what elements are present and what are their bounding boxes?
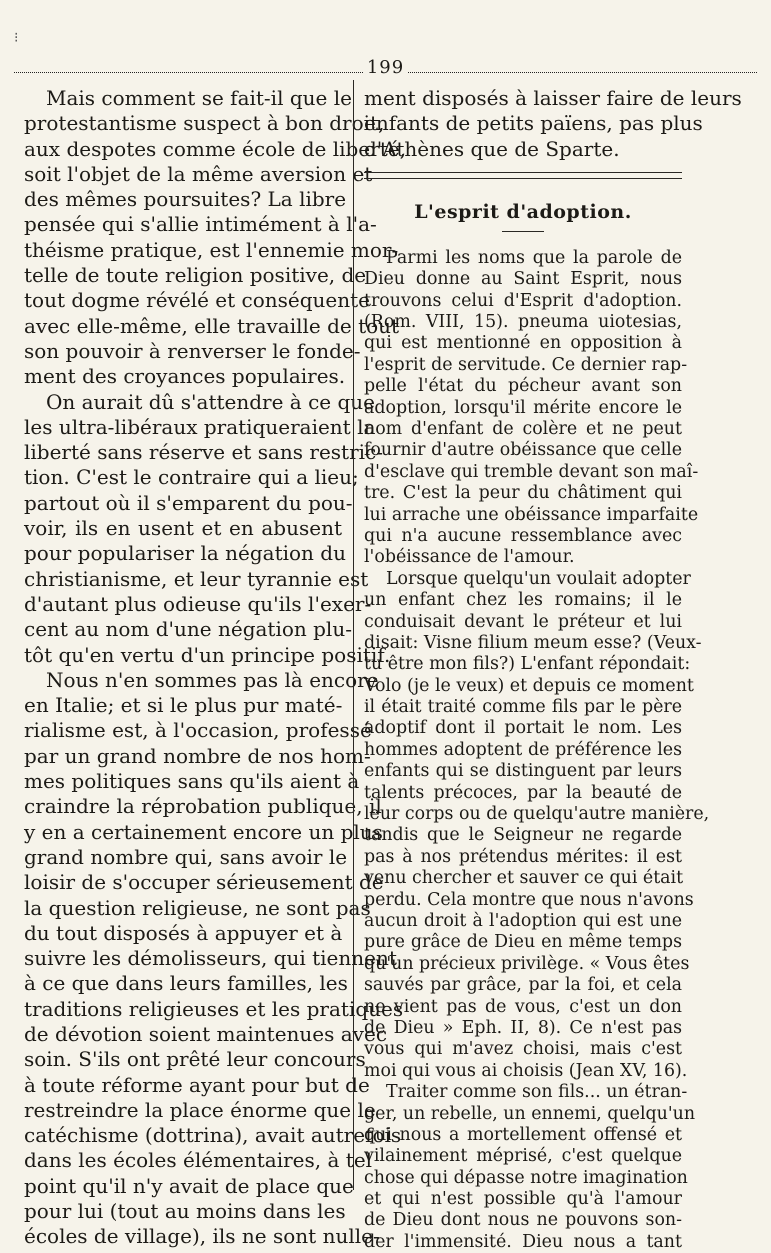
text-line: adoptif dont il portait le nom. Les bbox=[364, 718, 682, 739]
text-line: restreindre la place énorme que le bbox=[24, 1097, 376, 1122]
text-line: disait: Visne filium meum esse? (Veux- bbox=[364, 632, 702, 653]
text-line: théisme pratique, est l'ennemie mor- bbox=[24, 237, 399, 262]
text-line: à ce que dans leurs familles, les bbox=[24, 971, 348, 996]
text-line: leur corps ou de quelqu'autre manière, bbox=[364, 804, 710, 825]
text-line: les ultra-libéraux pratiqueraient la bbox=[24, 414, 376, 439]
text-line: ment disposés à laisser faire de leurs bbox=[364, 86, 742, 110]
text-line: Dieu donne au Saint Esprit, nous bbox=[364, 269, 682, 290]
text-line: cent au nom d'une négation plu- bbox=[24, 617, 352, 642]
text-line: tu être mon fils?) L'enfant répondait: bbox=[364, 654, 691, 675]
text-line: tandis que le Seigneur ne regarde bbox=[364, 825, 682, 846]
text-line: trouvons celui d'Esprit d'adoption. bbox=[364, 290, 682, 311]
text-line: point qu'il n'y avait de place que bbox=[24, 1173, 354, 1198]
text-line: pour lui (tout au moins dans les bbox=[24, 1199, 346, 1224]
text-line: sauvés par grâce, par la foi, et cela bbox=[364, 975, 682, 996]
text-line: qu'un précieux privilège. « Vous êtes bbox=[364, 953, 690, 974]
text-line: il était traité comme fils par le père bbox=[364, 697, 682, 718]
text-line: conduisait devant le préteur et lui bbox=[364, 611, 682, 632]
text-line: grand nombre qui, sans avoir le bbox=[24, 844, 348, 869]
text-line: Mais comment se fait-il que le bbox=[46, 86, 352, 110]
text-line: un enfant chez les romains; il le bbox=[364, 590, 682, 611]
text-line: fournir d'autre obéissance que celle bbox=[364, 440, 682, 461]
text-line: rialisme est, à l'occasion, professé bbox=[24, 718, 372, 743]
text-line: tôt qu'en vertu d'un principe positif. bbox=[24, 642, 391, 667]
page-number bbox=[0, 57, 771, 78]
text-line: mes politiques sans qu'ils aient à bbox=[24, 769, 360, 794]
text-line: son pouvoir à renverser le fonde- bbox=[24, 338, 361, 363]
text-line: de Dieu dont nous ne pouvons son- bbox=[364, 1210, 682, 1231]
text-line: d'Athènes que de Sparte. bbox=[364, 136, 620, 161]
text-line: enfants qui se distinguent par leurs bbox=[364, 761, 682, 782]
section-title: L'esprit d'adoption. bbox=[414, 200, 632, 223]
text-line: Lorsque quelqu'un voulait adopter bbox=[386, 568, 691, 589]
text-line: qui est mentionné en opposition à bbox=[364, 333, 682, 354]
text-line: liberté sans réserve et sans restric- bbox=[24, 440, 383, 465]
text-line: adoption, lorsqu'il mérite encore le bbox=[364, 397, 682, 418]
text-line: l'obéissance de l'amour. bbox=[364, 547, 575, 568]
text-line: d'esclave qui tremble devant son maî- bbox=[364, 461, 699, 482]
text-line: chose qui dépasse notre imagination bbox=[364, 1167, 688, 1188]
text-line: écoles de village), ils ne sont nulle- bbox=[24, 1224, 380, 1249]
text-line: pensée qui s'allie intimément à l'a- bbox=[24, 212, 377, 237]
text-line: aucun droit à l'adoption qui est une bbox=[364, 911, 682, 931]
text-line: hommes adoptent de préférence les bbox=[364, 739, 682, 760]
text-line: vilainement méprisé, c'est quelque bbox=[364, 1146, 682, 1167]
right-column bbox=[364, 86, 742, 1253]
text-line: Traiter comme son fils... un étran- bbox=[386, 1082, 688, 1103]
text-line: Volo (je le veux) et depuis ce moment bbox=[364, 675, 694, 696]
column-divider bbox=[353, 80, 354, 1190]
text-line: avec elle-même, elle travaille de tout bbox=[24, 313, 400, 338]
text-line: protestantisme suspect à bon droit, bbox=[24, 111, 385, 136]
text-line: ne vient pas de vous, c'est un don bbox=[364, 996, 682, 1017]
text-line: (Rom. VIII, 15). pneuma uiotesias, bbox=[364, 312, 682, 333]
text-line: du tout disposés à appuyer et à bbox=[24, 920, 343, 945]
text-line: pelle l'état du pécheur avant son bbox=[364, 376, 682, 397]
text-line: craindre la réprobation publique, il bbox=[24, 794, 382, 819]
text-line: ment des croyances populaires. bbox=[24, 364, 346, 389]
text-line: catéchisme (dottrina), avait autrefois bbox=[24, 1123, 402, 1148]
text-line: d'autant plus odieuse qu'ils l'exer- bbox=[24, 591, 372, 616]
text-line: loisir de s'occuper sérieusement de bbox=[24, 870, 384, 895]
text-line: der l'immensité. Dieu nous a tant bbox=[364, 1231, 682, 1252]
text-line: soit l'objet de la même aversion et bbox=[24, 161, 373, 186]
text-line: ger, un rebelle, un ennemi, quelqu'un bbox=[364, 1103, 696, 1124]
text-line: On aurait dû s'attendre à ce que bbox=[46, 389, 375, 414]
text-line: par un grand nombre de nos hom- bbox=[24, 743, 371, 768]
page-number-text: 199 bbox=[364, 57, 407, 78]
text-line: vous qui m'avez choisi, mais c'est bbox=[364, 1039, 682, 1060]
text-line: pure grâce de Dieu en même temps bbox=[364, 932, 682, 953]
title-dash bbox=[502, 231, 544, 232]
text-line: en Italie; et si le plus pur maté- bbox=[24, 693, 343, 718]
text-line: partout où il s'emparent du pou- bbox=[24, 490, 353, 515]
text-line: la question religieuse, ne sont pas bbox=[24, 895, 371, 920]
text-line: talents précoces, par la beauté de bbox=[364, 782, 682, 803]
text-line: tion. C'est le contraire qui a lieu; bbox=[24, 465, 359, 490]
text-line: l'esprit de servitude. Ce dernier rap- bbox=[364, 354, 688, 375]
text-line: christianisme, et leur tyrannie est bbox=[24, 566, 369, 591]
text-line: tout dogme révélé et conséquente bbox=[24, 288, 371, 313]
text-line: dans les écoles élémentaires, à tel bbox=[24, 1148, 373, 1173]
text-line: Parmi les noms que la parole de bbox=[386, 247, 682, 268]
text-line: traditions religieuses et les pratiques bbox=[24, 996, 404, 1021]
text-line: aux despotes comme école de liberté, bbox=[24, 136, 406, 161]
text-line: telle de toute religion positive, de bbox=[24, 263, 367, 288]
text-line: qui nous a mortellement offensé et bbox=[364, 1124, 682, 1145]
text-line: perdu. Cela montre que nous n'avons bbox=[364, 889, 694, 910]
text-line: à toute réforme ayant pour but de bbox=[24, 1072, 370, 1097]
text-line: lui arrache une obéissance imparfaite bbox=[364, 504, 699, 525]
text-line: des mêmes poursuites? La libre bbox=[24, 187, 347, 212]
text-line: suivre les démolisseurs, qui tiennent bbox=[24, 946, 397, 971]
text-line: moi qui vous ai choisis (Jean XV, 16). bbox=[364, 1060, 688, 1081]
text-line: venu chercher et sauver ce qui était bbox=[364, 868, 684, 889]
text-line: qui n'a aucune ressemblance avec bbox=[364, 525, 682, 546]
section-separator bbox=[364, 172, 682, 179]
left-column bbox=[24, 86, 406, 1250]
text-line: de Dieu » Eph. II, 8). Ce n'est pas bbox=[364, 1017, 682, 1038]
text-line: tre. C'est la peur du châtiment qui bbox=[364, 483, 682, 504]
text-line: y en a certainement encore un plus bbox=[24, 819, 383, 844]
text-line: voir, ils en usent et en abusent bbox=[24, 516, 342, 541]
text-line: et qui n'est possible qu'à l'amour bbox=[364, 1189, 682, 1210]
text-line: pas à nos prétendus mérites: il est bbox=[364, 846, 682, 867]
text-line: de dévotion soient maintenues avec bbox=[24, 1021, 388, 1046]
margin-mark: ⁝ bbox=[14, 30, 19, 46]
section-body bbox=[364, 247, 710, 1253]
text-line: enfants de petits païens, pas plus bbox=[364, 111, 703, 136]
text-line: pour populariser la négation du bbox=[24, 541, 346, 566]
text-line: Nous n'en sommes pas là encore bbox=[46, 667, 379, 692]
right-column-continuation bbox=[364, 86, 742, 162]
text-line: soin. S'ils ont prêté leur concours bbox=[24, 1047, 366, 1072]
text-line: nom d'enfant de colère et ne peut bbox=[364, 419, 682, 440]
